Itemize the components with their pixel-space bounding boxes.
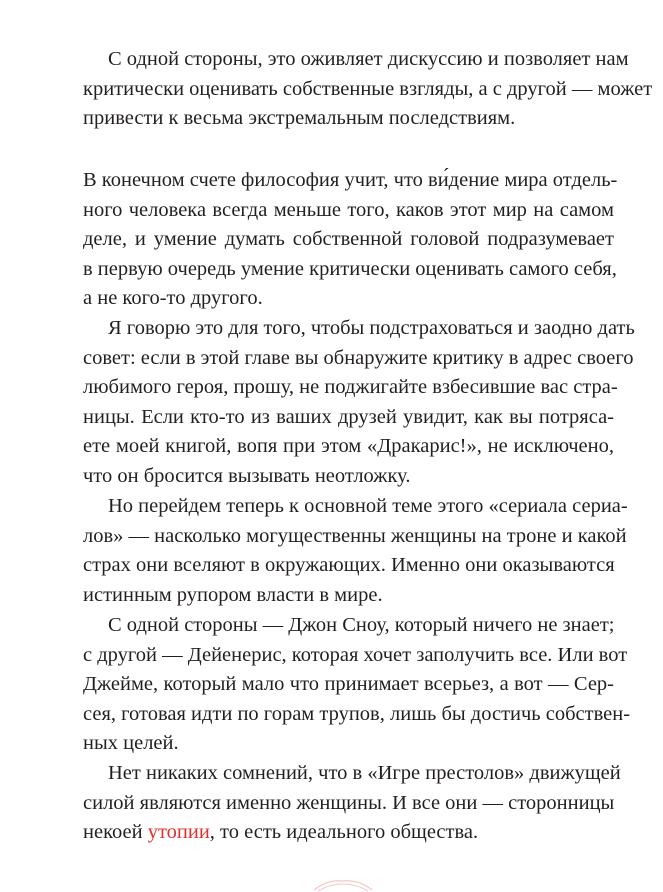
text-line: ете моей книгой, вопя при этом «Дракарис!», не исключено, [83, 435, 614, 458]
highlighted-term-utopia: утопии [147, 821, 210, 844]
text-line: ного человека всегда меньше того, каков этот мир на самом [83, 198, 614, 221]
text-line: В конечном счете философия учит, что ви́дение мира отдель- [83, 169, 618, 191]
text-line [58, 818, 614, 848]
paragraph-1 [58, 45, 653, 134]
text-line: в первую очередь умение критически оценивать самого себя, [83, 257, 617, 280]
text-line: страх они вселяют в окружающих. Именно они оказываются [83, 554, 615, 577]
paragraph-4 [58, 492, 628, 610]
paragraph-5 [58, 611, 631, 759]
text-line: истинным рупором власти в мире. [83, 583, 383, 606]
text-line: а не кого-то другого. [83, 287, 263, 310]
paragraph-6 [58, 759, 621, 848]
decorative-ornament-icon [312, 872, 374, 892]
text-line: привести к весьма экстремальным последствиям. [83, 107, 516, 130]
text-line: с другой — Дейенерис, которая хочет заполучить все. Или вот [83, 643, 628, 666]
text-line: лов» — насколько могущественны женщины на троне и какой [83, 524, 627, 547]
text-line: Но перейдем теперь к основной теме этого «сериала сериа- [108, 495, 628, 517]
paragraph-3 [58, 314, 635, 492]
text-line: С одной стороны — Джон Сноу, который ничего не знает; [108, 614, 615, 636]
text-line: что он бросится вызывать неотложку. [83, 464, 411, 487]
text-line: Нет никаких сомнений, что в «Игре престолов» движущей [108, 762, 621, 784]
text-line: критически оценивать собственные взгляды, а с другой — может [83, 77, 653, 100]
text-line: Джейме, который мало что принимает всерьез, а вот — Сер- [83, 673, 614, 696]
paragraph-2 [58, 166, 618, 314]
text-line: сея, готовая идти по горам трупов, лишь бы достичь собствен- [83, 702, 631, 725]
text-fragment: , то есть идеального общества. [209, 821, 479, 844]
text-line: С одной стороны, это оживляет дискуссию и позволяет нам [108, 48, 629, 70]
text-line: силой являются именно женщины. И все они — сторонницы [83, 791, 615, 814]
text-line: Я говорю это для того, чтобы подстраховаться и заодно дать [108, 317, 635, 339]
text-line: ных целей. [83, 732, 179, 755]
text-line: ницы. Если кто-то из ваших друзей увидит, как вы потряса- [83, 405, 614, 428]
text-line: совет: если в этой главе вы обнаружите критику в адрес своего [83, 346, 634, 369]
text-line: любимого героя, прошу, не поджигайте взбесившие вас стра- [83, 376, 618, 399]
text-line: деле, и умение думать собственной головой подразумевает [83, 228, 614, 251]
text-fragment: некоей [83, 821, 148, 844]
